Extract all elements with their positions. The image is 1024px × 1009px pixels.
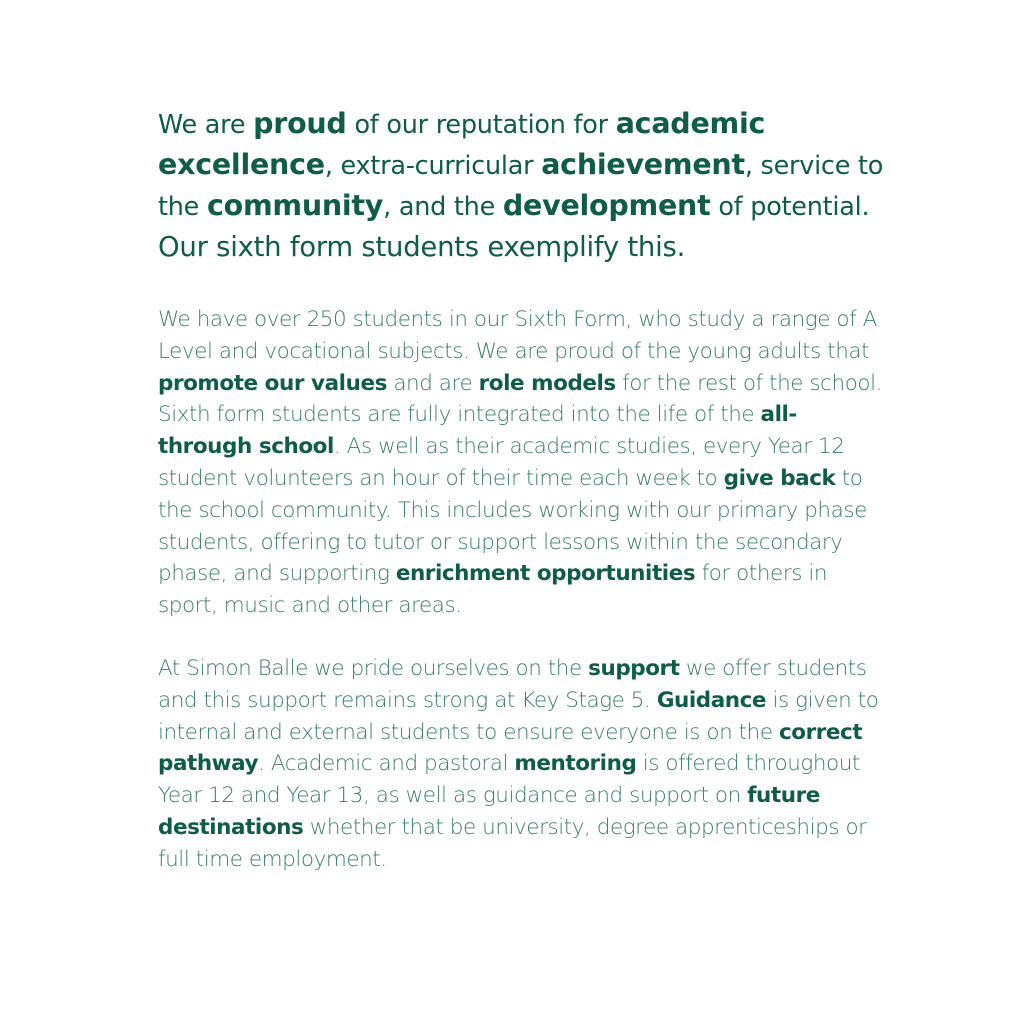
paragraph-text: and are [386, 370, 479, 396]
keyword-academic-excellence: academic excellence [158, 107, 766, 181]
document-body [158, 104, 888, 876]
keyword-support: support [588, 655, 680, 681]
paragraph-text: to the school community. This includes working with our primary phase students, offering to tutor or support lessons within the secondary phase, and supporting [158, 465, 867, 587]
keyword-guidance: Guidance [656, 687, 767, 713]
paragraph-text: is given to internal and external students to ensure everyone is on the [158, 687, 879, 745]
paragraph-support [158, 653, 888, 876]
paragraph-text: We have over 250 students in our Sixth Form, who study a range of A Level and vocational subjects. We are proud of the young adults that [158, 307, 877, 364]
keyword-role-models: role models [478, 370, 616, 396]
intro-text: We are [158, 110, 254, 140]
intro-text: , and the [383, 192, 503, 222]
intro-text: , service to the [158, 151, 884, 222]
keyword-future-destinations: future destinations [158, 783, 820, 840]
intro-closing: Our sixth form students exemplify this. [158, 231, 686, 263]
keyword-development: development [502, 189, 711, 222]
intro-statement [158, 104, 888, 268]
paragraph-text: . As well as their academic studies, every Year 12 student volunteers an hour of their time each week to [158, 434, 845, 491]
paragraph-text: whether that be university, degree apprenticeships or full time employment. [158, 814, 867, 872]
paragraph-text: . Academic and pastoral [258, 751, 515, 777]
paragraph-text: we offer students and this support remains strong at Key Stage 5. [158, 655, 867, 713]
intro-text: of potential. [710, 192, 870, 222]
keyword-achievement: achievement [541, 148, 745, 181]
keyword-give-back: give back [723, 465, 836, 491]
keyword-enrichment-opportunities: enrichment opportunities [395, 561, 696, 587]
paragraph-text: for others in sport, music and other areas. [158, 561, 828, 619]
keyword-promote-our-values: promote our values [158, 370, 387, 396]
paragraph-text: At Simon Balle we pride ourselves on the [158, 655, 589, 681]
keyword-all-through-school: all-through school [158, 402, 797, 460]
intro-text: of our reputation for [346, 110, 616, 140]
keyword-community: community [206, 189, 384, 222]
keyword-proud: proud [253, 107, 347, 140]
keyword-correct-pathway: correct pathway [158, 719, 863, 777]
intro-text: , extra-curricular [324, 151, 542, 181]
paragraph-text: is offered throughout Year 12 and Year 13, as well as guidance and support on [158, 751, 860, 809]
keyword-mentoring: mentoring [514, 751, 637, 777]
paragraph-sixth-form [158, 304, 888, 622]
paragraph-text: for the rest of the school. Sixth form students are fully integrated into the life of the [158, 370, 883, 428]
